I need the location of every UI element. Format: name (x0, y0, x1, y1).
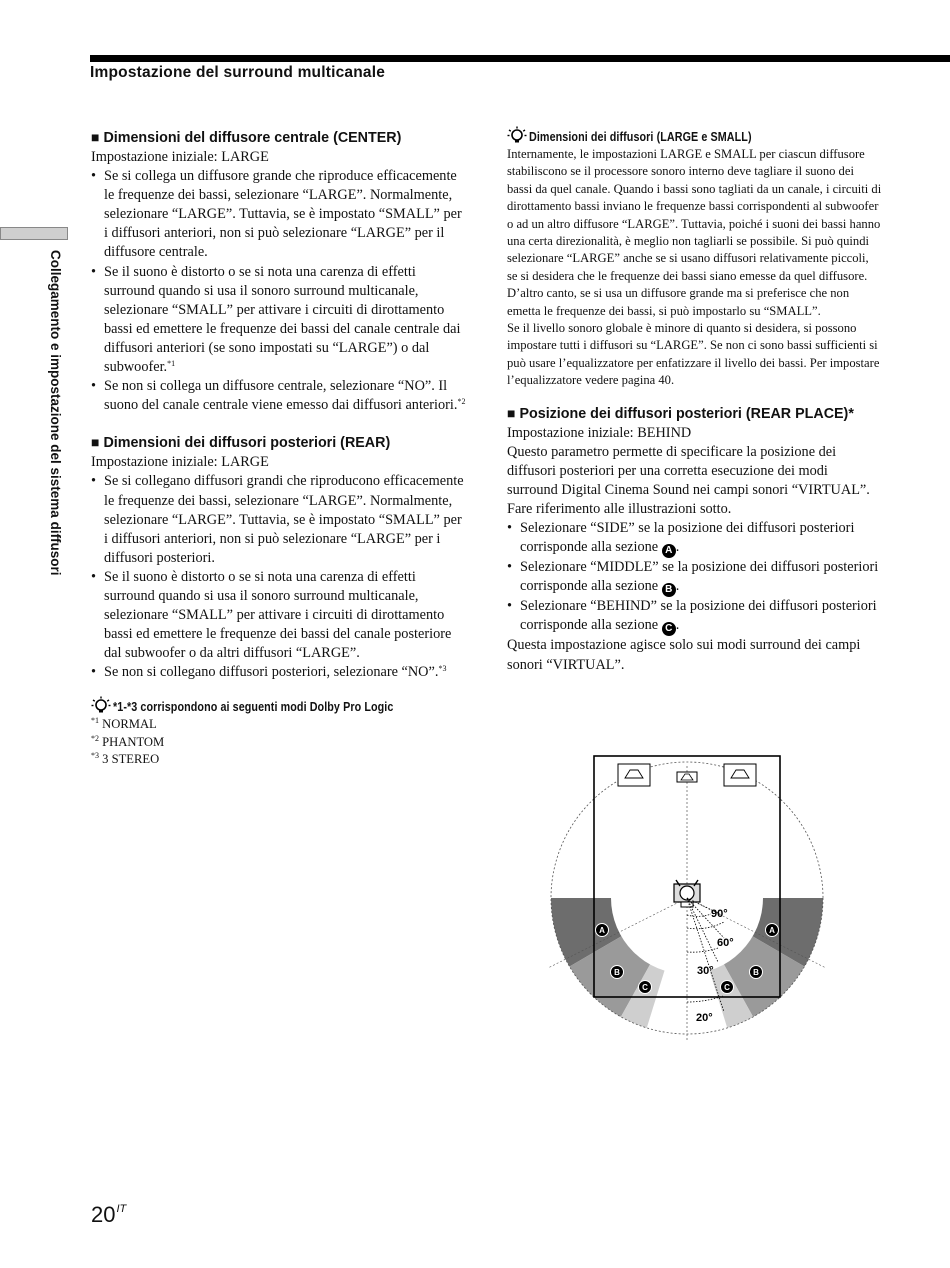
center-speaker-icon (677, 772, 697, 782)
list-item: • Se non si collega un diffusore centrale, selezionare “NO”. Il suono del canale centrale viene emesso dai diffusori anteriori.$^{*2}$ (91, 377, 466, 415)
footnote-item: $^{*2}$ PHANTOM (91, 733, 165, 749)
tip-box (91, 696, 466, 716)
marker-c-right: C (724, 983, 730, 992)
rear-place-heading: ■ Posizione dei diffusori posteriori (REAR PLACE)* (507, 404, 854, 422)
left-column (91, 128, 466, 769)
rear-place-initial: Impostazione iniziale: BEHIND (507, 424, 692, 441)
side-chapter-label: Collegamento e impostazione del sistema diffusori (48, 250, 63, 576)
center-heading: ■ Dimensioni del diffusore centrale (CENTER) (91, 129, 402, 146)
lightbulb-icon (507, 126, 527, 146)
square-bullet-icon: ■ (507, 404, 516, 421)
marker-c-left: C (642, 983, 648, 992)
section-title: Impostazione del surround multicanale (90, 64, 386, 81)
tip-paragraph: Internamente, le impostazioni LARGE e SMALL per ciascun diffusore stabiliscono se il processore sonoro interno deve tagliare il suono dei bassi da quel canale. Quando i bassi sono tagliati da un canale, i circuiti di dirottamento bassi inviano le frequenze bassi corrispondenti al subwoofer o ad un altro diffusore “LARGE”. Tuttavia, poiché i suoni dei bassi hanno una certa direzionalità, è meglio non tagliarli se possibile. Si può quindi selezionare “LARGE” anche se si usano diffusori relativamente piccoli, se si desidera che le frequenze dei bassi siano emesse da quel diffusore. D’altro canto, se si usa un diffusore grande ma si preferisce che non emetta le frequenze dei bassi, si può impostarlo su “SMALL”. (507, 147, 882, 318)
rear-initial: Impostazione iniziale: LARGE (91, 454, 269, 471)
side-tab-marker (0, 227, 68, 240)
center-list (91, 167, 466, 415)
square-bullet-icon: ■ (91, 434, 100, 451)
rear-place-list (507, 519, 882, 636)
front-right-speaker-icon (724, 764, 756, 786)
tip-heading: *1-*3 corrispondono ai seguenti modi Dolby Pro Logic (113, 700, 394, 715)
list-item: • Selezionare “SIDE” se la posizione dei diffusori posteriori corrisponde alla sezione A . (507, 519, 882, 558)
square-bullet-icon: ■ (91, 129, 100, 145)
footnote-list (91, 716, 466, 768)
angle-90-label: 90° (711, 908, 728, 920)
page-number: $20^{IT}$ (91, 1202, 127, 1227)
zone-b-badge: B (662, 583, 676, 597)
list-item: • Se il suono è distorto o se si nota una carenza di effetti surround quando si usa il sonoro surround multicanale, selezionare “SMALL” per attivare i circuiti di dirottamento bassi ed emettere le frequenze dei bassi del canale centrale dai diffusori anteriori (se sono impostati su “LARGE”) o dal subwoofer.$^{*1}$ (91, 263, 466, 378)
zone-c-badge: C (662, 622, 676, 636)
marker-a-left: A (599, 926, 605, 935)
header-rule (90, 55, 950, 62)
rear-heading: ■ Dimensioni dei diffusori posteriori (REAR) (91, 434, 391, 452)
list-item: • Selezionare “BEHIND” se la posizione dei diffusori posteriori corrisponde alla sezione C . (507, 597, 882, 636)
list-item: • Selezionare “MIDDLE” se la posizione dei diffusori posteriori corrisponde alla sezione B . (507, 558, 882, 597)
tip-paragraph: Se il livello sonoro globale è minore di quanto si desidera, si possono impostare tutti i diffusori su “LARGE”. Se non ci sono bassi sufficienti si può usare l’equalizzatore per enfatizzare il livello dei bassi. Per impostare l’equalizzatore vedere pagina 40. (507, 321, 880, 388)
rear-list (91, 472, 466, 682)
list-item: • Se si collegano diffusori grandi che riproducono efficacemente le frequenze dei bassi, selezionare “LARGE”. Normalmente, selezionare “LARGE”. Tuttavia, se è impostato “SMALL” per i diffusori anteriori, non si può selezionare “LARGE” per i diffusori posteriori. (91, 472, 466, 567)
center-initial: Impostazione iniziale: LARGE (91, 149, 269, 165)
front-left-speaker-icon (618, 764, 650, 786)
tip-header (507, 126, 882, 146)
angle-30-label: 30° (697, 965, 714, 977)
footnote-mark: *3 (438, 664, 447, 674)
zone-a-badge: A (662, 544, 676, 558)
rear-place-intro: Questo parametro permette di specificare la posizione dei diffusori posteriori per una corretta esecuzione dei modi surround Digital Cinema Sound nei campi sonori “VIRTUAL”. Fare riferimento alle illustrazioni sotto. (507, 443, 870, 518)
right-column (507, 126, 882, 675)
marker-b-left: B (614, 968, 620, 977)
lightbulb-icon (91, 696, 111, 716)
page-lang: IT (116, 1203, 127, 1215)
list-item: • Se si collega un diffusore grande che riproduce efficacemente le frequenze dei bassi, selezionare “LARGE”. Normalmente, selezionare “LARGE”. Tuttavia, se è impostato “SMALL” per i diffusori anteriori, non si può selezionare “LARGE” per il diffusore centrale. (91, 167, 466, 262)
footnote-mark: *1 (167, 359, 176, 369)
marker-b-right: B (753, 968, 759, 977)
angle-60-label: 60° (717, 937, 734, 949)
list-item: • Se non si collegano diffusori posteriori, selezionare “NO”.$^{*3}$ (91, 663, 466, 682)
footnote-mark: *2 (457, 397, 466, 407)
footnote-item: $^{*1}$ NORMAL (91, 716, 157, 732)
angle-20-label: 20° (696, 1012, 713, 1024)
rear-place-note: Questa impostazione agisce solo sui modi surround dei campi sonori “VIRTUAL”. (507, 637, 861, 673)
speaker-position-diagram (548, 752, 826, 1040)
tip-heading: Dimensioni dei diffusori (LARGE e SMALL) (529, 130, 752, 144)
marker-a-right: A (769, 926, 775, 935)
rear-place-section (507, 404, 882, 675)
list-item: • Se il suono è distorto o se si nota una carenza di effetti surround quando si usa il sonoro surround multicanale, selezionare “SMALL” per attivare i circuiti di dirottamento bassi ed emettere le frequenze dei bassi del canale posteriore dal subwoofer o da altri diffusori “LARGE”. (91, 568, 466, 663)
footnote-item: $^{*3}$ 3 STEREO (91, 751, 160, 767)
